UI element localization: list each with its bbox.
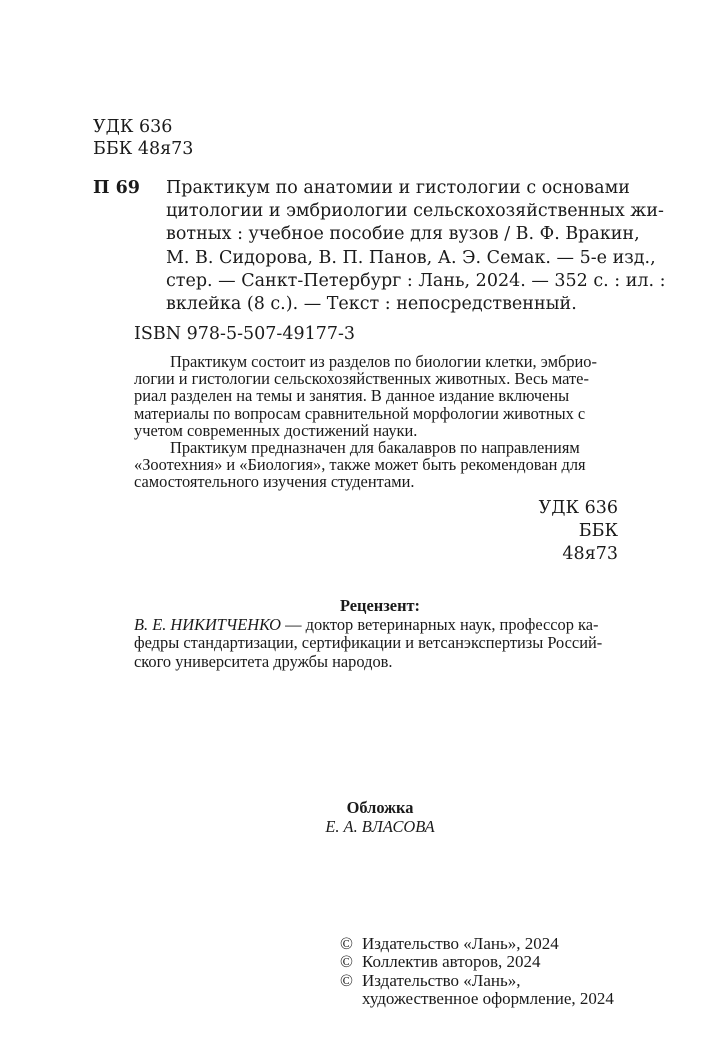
classification-block: [93, 116, 193, 160]
bbk-code: ББК 48я73: [562, 521, 618, 564]
catalog-entry: [166, 177, 666, 316]
copyright-text: Издательство «Лань», 2024: [362, 934, 559, 953]
abstract: [134, 353, 626, 491]
reviewer-heading: Рецензент:: [339, 596, 421, 615]
abstract-line: материалы по вопросам сравнительной морфологии животных с: [134, 403, 586, 423]
abstract-line: самостоятельного изучения студентами.: [134, 472, 415, 492]
reviewer-line: [134, 616, 626, 635]
classification-block-right: [520, 497, 618, 566]
copyright-line: [340, 935, 630, 953]
copyright-line: [340, 972, 630, 990]
isbn: ISBN 978-5-507-49177-3: [134, 324, 356, 344]
abstract-line: «Зоотехния» и «Биология», также может быть рекомендован для: [134, 455, 586, 475]
cover-designer: Е. А. ВЛАСОВА: [325, 816, 435, 836]
copyright-icon: ©: [340, 934, 353, 953]
reviewer-block: [134, 597, 626, 671]
catalog-code: П 69: [93, 178, 140, 198]
reviewer-line: федры стандартизации, сертификации и ветсанэкспертизы Россий-: [134, 633, 603, 653]
abstract-line: Практикум предназначен для бакалавров по направлениям: [170, 438, 580, 458]
catalog-line: цитологии и эмбриологии сельскохозяйственных жи-: [166, 201, 664, 222]
reviewer-line: ского университета дружбы народов.: [134, 651, 393, 671]
cover-credit: [134, 799, 626, 836]
copyright-line: [340, 953, 630, 971]
copyright-line: художественное оформление, 2024: [362, 989, 614, 1009]
copyright-text: Коллектив авторов, 2024: [362, 952, 541, 972]
catalog-line: М. В. Сидорова, В. П. Панов, А. Э. Семак. — 5-е изд.,: [166, 247, 656, 268]
abstract-line: риал разделен на темы и занятия. В данное издание включены: [134, 386, 570, 406]
copyright-icon: ©: [340, 952, 353, 972]
copyright-text: Издательство «Лань»,: [362, 970, 521, 990]
catalog-line: вотных : учебное пособие для вузов / В. Ф. Вракин,: [166, 224, 640, 245]
udk-code: УДК 636: [93, 117, 173, 137]
udk-code: УДК 636: [538, 498, 618, 518]
copyright-icon: ©: [340, 970, 353, 990]
catalog-line: вклейка (8 с.). — Текст : непосредственный.: [166, 294, 577, 315]
cover-heading: Обложка: [346, 798, 414, 817]
catalog-line: Практикум по анатомии и гистологии с основами: [166, 178, 630, 198]
bbk-code: ББК 48я73: [93, 139, 194, 159]
reviewer-name: В. Е. НИКИТЧЕНКО: [134, 614, 282, 634]
reviewer-description: — доктор ветеринарных наук, профессор ка-: [281, 614, 599, 634]
catalog-line: стер. — Санкт-Петербург : Лань, 2024. — 352 с. : ил. :: [166, 270, 666, 291]
copyright-block: [340, 935, 630, 1009]
abstract-line: логии и гистологии сельскохозяйственных животных. Весь матe-: [134, 369, 589, 389]
abstract-line: Практикум состоит из разделов по биологии клетки, эмбрио-: [170, 352, 597, 371]
abstract-line: учетом современных достижений науки.: [134, 420, 418, 440]
